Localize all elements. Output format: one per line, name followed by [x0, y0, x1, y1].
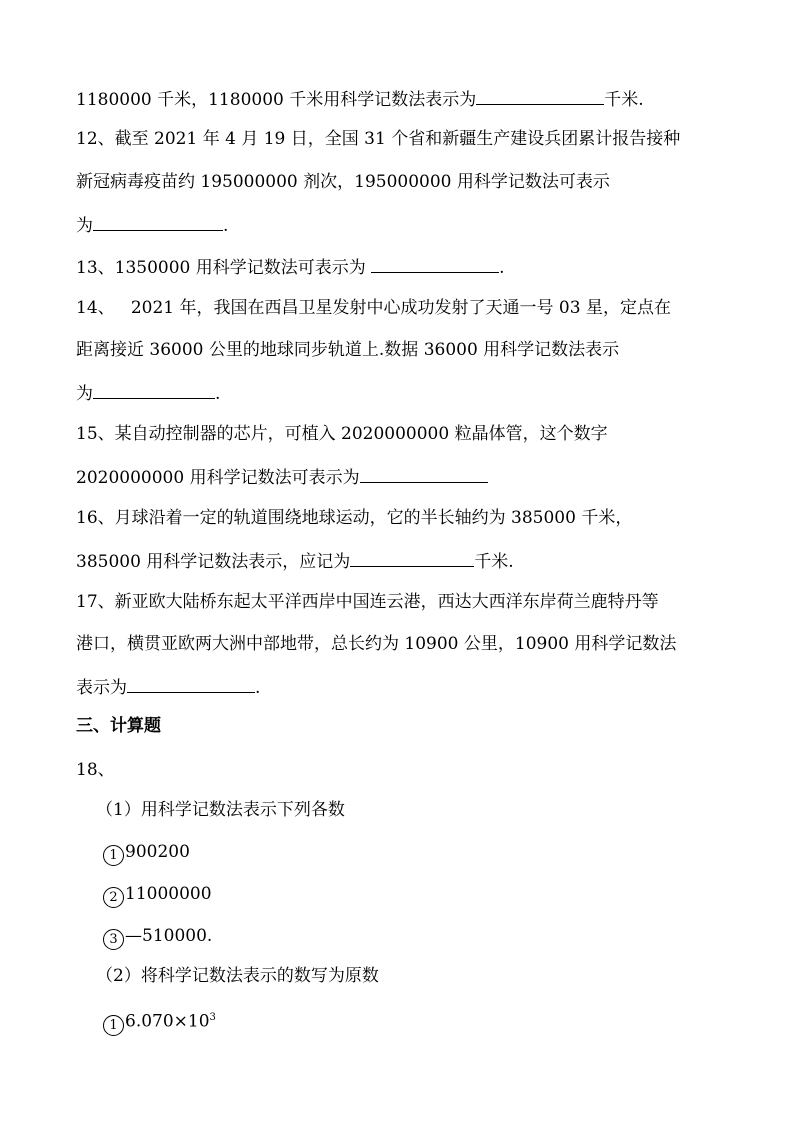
circled-number-1: 1: [103, 1015, 124, 1036]
q18-item-2-1-exponent: 3: [209, 1012, 216, 1023]
q14-line-2: 距离接近 36000 公里的地球同步轨道上.数据 36000 用科学记数法表示: [76, 340, 620, 360]
q14-text: 为: [76, 384, 93, 404]
q12-line-3: [76, 212, 228, 238]
q13-text: 13、1350000 用科学记数法可表示为: [76, 258, 372, 278]
circled-number-1: 1: [103, 845, 124, 866]
q18-number: 18、: [76, 760, 115, 780]
q17-line-3: [76, 674, 260, 700]
q15-line-2: [76, 464, 488, 490]
q18-item-1-2-text: 11000000: [125, 884, 212, 904]
q14-line-3: [76, 380, 220, 406]
q18-item-1-3: [103, 924, 212, 950]
q18-item-2-1-base: 6.070×10: [125, 1011, 210, 1032]
section-heading-calculation: 三、计算题: [76, 716, 161, 736]
q16-line-1: 16、月球沿着一定的轨道围绕地球运动，它的半长轴约为 385000 千米，: [76, 508, 633, 528]
q18-item-1-1: [103, 840, 190, 866]
q11-answer-blank[interactable]: [476, 86, 604, 105]
q17-answer-blank[interactable]: [127, 674, 255, 693]
q16-text: 385000 用科学记数法表示，应记为: [76, 552, 351, 572]
q11-text-end: 千米.: [604, 90, 644, 110]
q14-answer-blank[interactable]: [93, 380, 215, 399]
q11-text: 1180000 千米，1180000 千米用科学记数法表示为: [76, 90, 477, 110]
q17-text: 表示为: [76, 678, 127, 698]
q14-line-1: 14、 2021 年，我国在西昌卫星发射中心成功发射了天通一号 03 星，定点在: [76, 298, 671, 318]
q12-line-1: 12、截至 2021 年 4 月 19 日，全国 31 个省和新疆生产建设兵团累计报告接种: [76, 129, 681, 149]
q17-line-2: 港口，横贯亚欧两大洲中部地带，总长约为 10900 公里，10900 用科学记数法: [76, 634, 677, 654]
q15-line-1: 15、某自动控制器的芯片，可植入 2020000000 粒晶体管，这个数字: [76, 424, 608, 444]
q17-text-end: .: [255, 678, 261, 698]
q18-part1-label: （1）用科学记数法表示下列各数: [96, 800, 345, 820]
q13-line: [76, 254, 505, 280]
q15-answer-blank[interactable]: [360, 464, 488, 483]
q12-text: 为: [76, 216, 93, 236]
q18-item-2-1: [103, 1006, 216, 1036]
circled-number-2: 2: [103, 887, 124, 908]
q12-line-2: 新冠病毒疫苗约 195000000 剂次，195000000 用科学记数法可表示: [76, 172, 610, 192]
circled-number-3: 3: [103, 929, 124, 950]
q13-answer-blank[interactable]: [371, 254, 499, 273]
q18-part2-label: （2）将科学记数法表示的数写为原数: [96, 966, 379, 986]
q16-line-2: [76, 548, 514, 574]
q18-item-1-2: [103, 882, 212, 908]
q12-answer-blank[interactable]: [93, 212, 223, 231]
q12-text-end: .: [223, 216, 229, 236]
q17-line-1: 17、新亚欧大陆桥东起太平洋西岸中国连云港，西达大西洋东岸荷兰鹿特丹等: [76, 592, 659, 612]
q11-line: [76, 86, 644, 112]
q16-text-end: 千米.: [474, 552, 514, 572]
q18-item-1-1-text: 900200: [125, 842, 190, 862]
q16-answer-blank[interactable]: [350, 548, 474, 567]
q18-item-1-3-text: —510000.: [125, 926, 213, 946]
q14-text-end: .: [215, 384, 221, 404]
q13-text-end: .: [499, 258, 505, 278]
q15-text: 2020000000 用科学记数法可表示为: [76, 468, 360, 488]
